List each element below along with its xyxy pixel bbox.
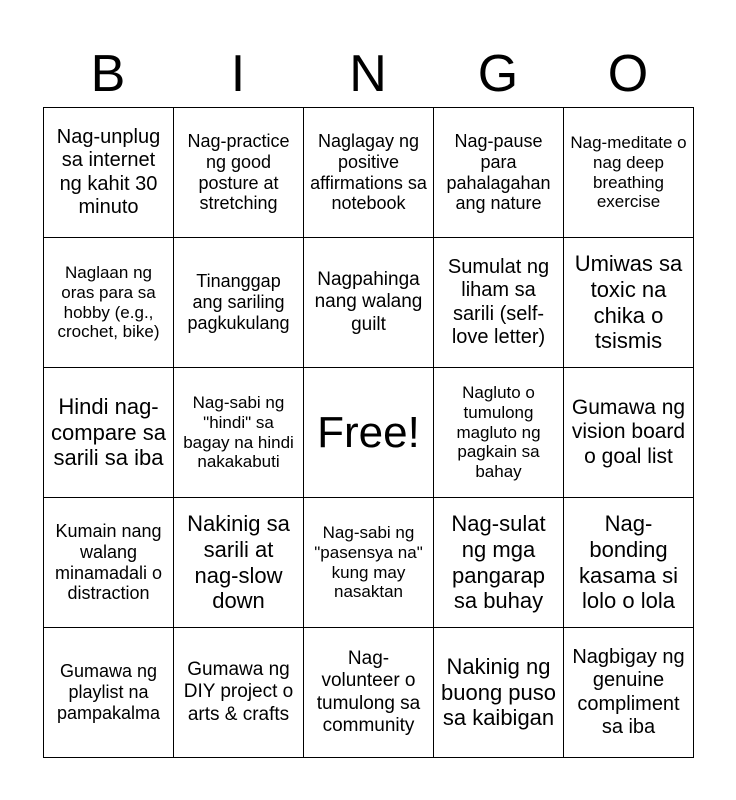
header-letter-g: G	[477, 45, 519, 103]
bingo-cell[interactable]: Gumawa ng DIY project o arts & crafts	[174, 628, 304, 758]
free-space[interactable]: Free!	[304, 368, 434, 498]
bingo-cell[interactable]: Nag-bonding kasama si lolo o lola	[564, 498, 694, 628]
bingo-cell[interactable]: Nag-practice ng good posture at stretching	[174, 108, 304, 238]
bingo-cell[interactable]: Nakinig sa sarili at nag-slow down	[174, 498, 304, 628]
bingo-cell[interactable]: Nag-sabi ng "pasensya na" kung may nasaktan	[304, 498, 434, 628]
header-letter-n: N	[349, 45, 387, 103]
bingo-cell[interactable]: Naglaan ng oras para sa hobby (e.g., crochet, bike)	[44, 238, 174, 368]
bingo-cell[interactable]: Nag-sabi ng "hindi" sa bagay na hindi nakakabuti	[174, 368, 304, 498]
header-letter-i: I	[230, 45, 246, 103]
bingo-cell[interactable]: Nag-volunteer o tumulong sa community	[304, 628, 434, 758]
bingo-cell[interactable]: Nag-sulat ng mga pangarap sa buhay	[434, 498, 564, 628]
bingo-board	[43, 107, 694, 758]
bingo-cell[interactable]: Nagbigay ng genuine compliment sa iba	[564, 628, 694, 758]
bingo-cell[interactable]: Nagluto o tumulong magluto ng pagkain sa bahay	[434, 368, 564, 498]
bingo-cell[interactable]: Nag-pause para pahalagahan ang nature	[434, 108, 564, 238]
bingo-cell[interactable]: Nag-meditate o nag deep breathing exercise	[564, 108, 694, 238]
bingo-cell[interactable]: Hindi nag-compare sa sarili sa iba	[44, 368, 174, 498]
bingo-cell[interactable]: Umiwas sa toxic na chika o tsismis	[564, 238, 694, 368]
bingo-cell[interactable]: Tinanggap ang sariling pagkukulang	[174, 238, 304, 368]
bingo-cell[interactable]: Kumain nang walang minamadali o distraction	[44, 498, 174, 628]
bingo-cell[interactable]: Sumulat ng liham sa sarili (self-love letter)	[434, 238, 564, 368]
header-letter-o: O	[607, 45, 649, 103]
bingo-cell[interactable]: Naglagay ng positive affirmations sa notebook	[304, 108, 434, 238]
bingo-cell[interactable]: Gumawa ng vision board o goal list	[564, 368, 694, 498]
bingo-cell[interactable]: Nagpahinga nang walang guilt	[304, 238, 434, 368]
bingo-cell[interactable]: Nakinig ng buong puso sa kaibigan	[434, 628, 564, 758]
header-letter-b: B	[90, 45, 126, 103]
bingo-cell[interactable]: Nag-unplug sa internet ng kahit 30 minuto	[44, 108, 174, 238]
bingo-cell[interactable]: Gumawa ng playlist na pampakalma	[44, 628, 174, 758]
bingo-header	[43, 40, 693, 108]
